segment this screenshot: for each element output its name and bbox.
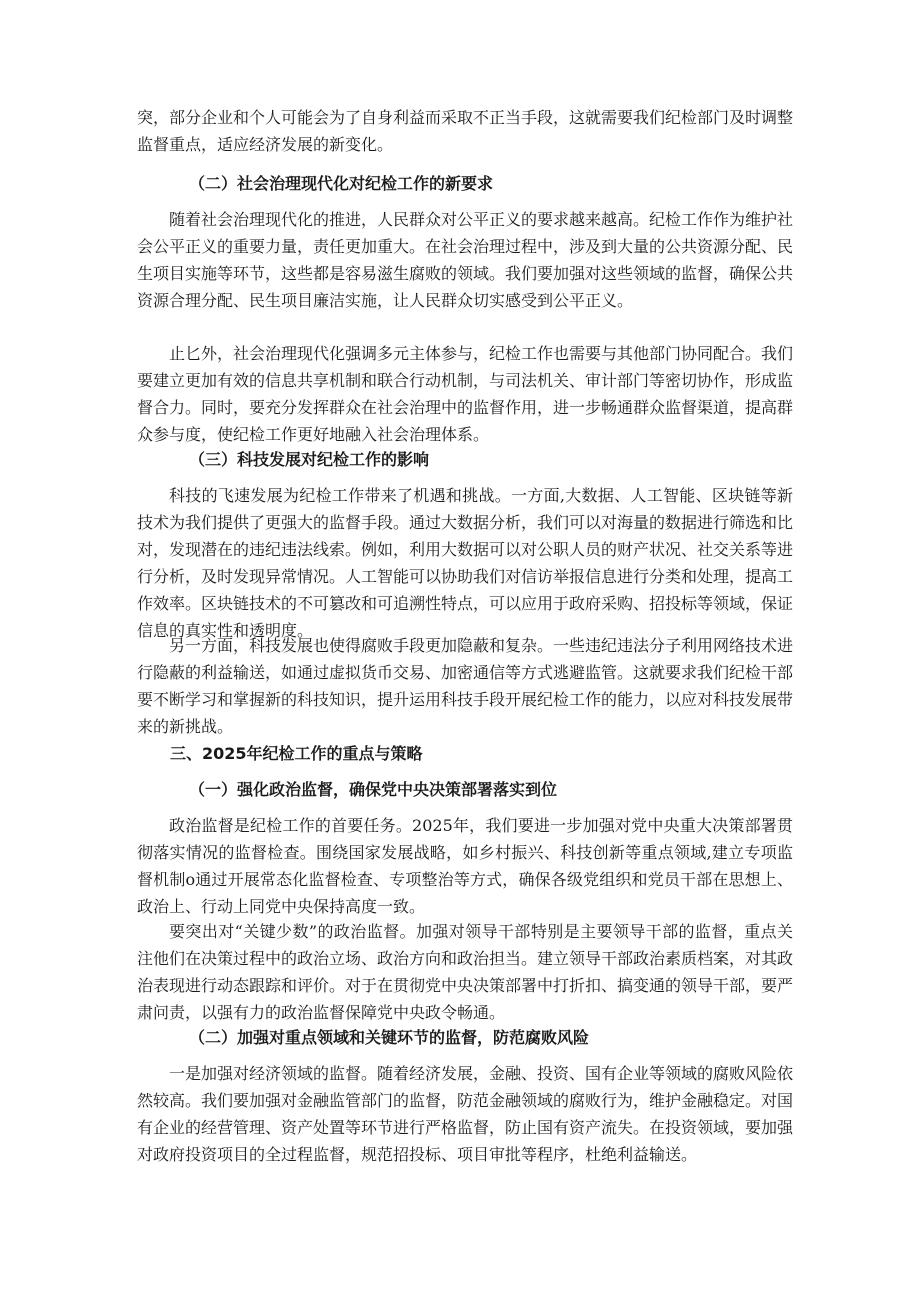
- paragraph-2-3-a: 科技的飞速发展为纪检工作带来了机遇和挑战。一方面,大数据、人工智能、区块链等新技术为我们提供了更强大的监督手段。通过大数据分析，我们可以对海量的数据进行筛选和比对，发现潜在的违纪违法线索。例如，利用大数据可以对公职人员的财产状况、社交关系等进行分析，及时发现异常情况。人工智能可以协助我们对信访举报信息进行分类和处理，提高工作效率。区块链技术的不可篡改和可追溯性特点，可以应用于政府采购、招投标等领域，保证信息的真实性和透明度。: [137, 486, 794, 640]
- section-heading-3-2: （二）加强对重点领域和关键环节的监督，防范腐败风险: [189, 1028, 590, 1047]
- section-heading-2-2: （二）社会治理现代化对纪检工作的新要求: [189, 174, 494, 193]
- paragraph-continuation: 突，部分企业和个人可能会为了自身利益而采取不正当手段，这就需要我们纪检部门及时调整监督重点，适应经济发展的新变化。: [137, 108, 794, 154]
- paragraph-3-1-b: 要突出对“关键少数”的政治监督。加强对领导干部特别是主要领导干部的监督，重点关注他们在决策过程中的政治立场、政治方向和政治担当。建立领导干部政治素质档案，对其政治表现进行动态跟踪和评价。对于在贯彻党中央决策部署中打折扣、搞变通的领导干部，要严肃问责，以强有力的政治监督保障党中央政令畅通。: [137, 922, 794, 1022]
- chapter-heading-3: 三、2025年纪检工作的重点与策略: [170, 744, 423, 763]
- section-heading-3-1: （一）强化政治监督，确保党中央决策部署落实到位: [189, 780, 558, 799]
- section-heading-2-3: （三）科技发展对纪检工作的影响: [189, 450, 430, 469]
- paragraph-2-2-a: 随着社会治理现代化的推进，人民群众对公平正义的要求越来越高。纪检工作作为维护社会公平正义的重要力量，责任更加重大。在社会治理过程中，涉及到大量的公共资源分配、民生项目实施等环节，这些都是容易滋生腐败的领域。我们要加强对这些领域的监督，确保公共资源合理分配、民生项目廉洁实施，让人民群众切实感受到公平正义。: [137, 210, 794, 310]
- paragraph-2-2-b: 止匕外，社会治理现代化强调多元主体参与，纪检工作也需要与其他部门协同配合。我们要建立更加有效的信息共享机制和联合行动机制，与司法机关、审计部门等密切协作，形成监督合力。同时，要充分发挥群众在社会治理中的监督作用，进一步畅通群众监督渠道，提高群众参与度，使纪检工作更好地融入社会治理体系。: [137, 344, 794, 444]
- paragraph-2-3-b: 另一方面，科技发展也使得腐败手段更加隐蔽和复杂。一些违纪违法分子利用网络技术进行隐蔽的利益输送，如通过虚拟货币交易、加密通信等方式逃避监管。这就要求我们纪检干部要不断学习和掌握新的科技知识，提升运用科技手段开展纪检工作的能力，以应对科技发展带来的新挑战。: [137, 636, 794, 736]
- paragraph-3-1-a: 政治监督是纪检工作的首要任务。2025年，我们要进一步加强对党中央重大决策部署贯彻落实情况的监督检查。围绕国家发展战略，如乡村振兴、科技创新等重点领域,建立专项监督机制o通过开展常态化监督检查、专项整治等方式，确保各级党组织和党员干部在思想上、政治上、行动上同党中央保持高度一致。: [137, 816, 793, 916]
- paragraph-3-2-a: 一是加强对经济领域的监督。随着经济发展，金融、投资、国有企业等领域的腐败风险依然较高。我们要加强对金融监管部门的监督，防范金融领域的腐败行为，维护金融稳定。对国有企业的经营管理、资产处置等环节进行严格监督，防止国有资产流失。在投资领域，要加强对政府投资项目的全过程监督，规范招投标、项目审批等程序，杜绝利益输送。: [137, 1064, 794, 1164]
